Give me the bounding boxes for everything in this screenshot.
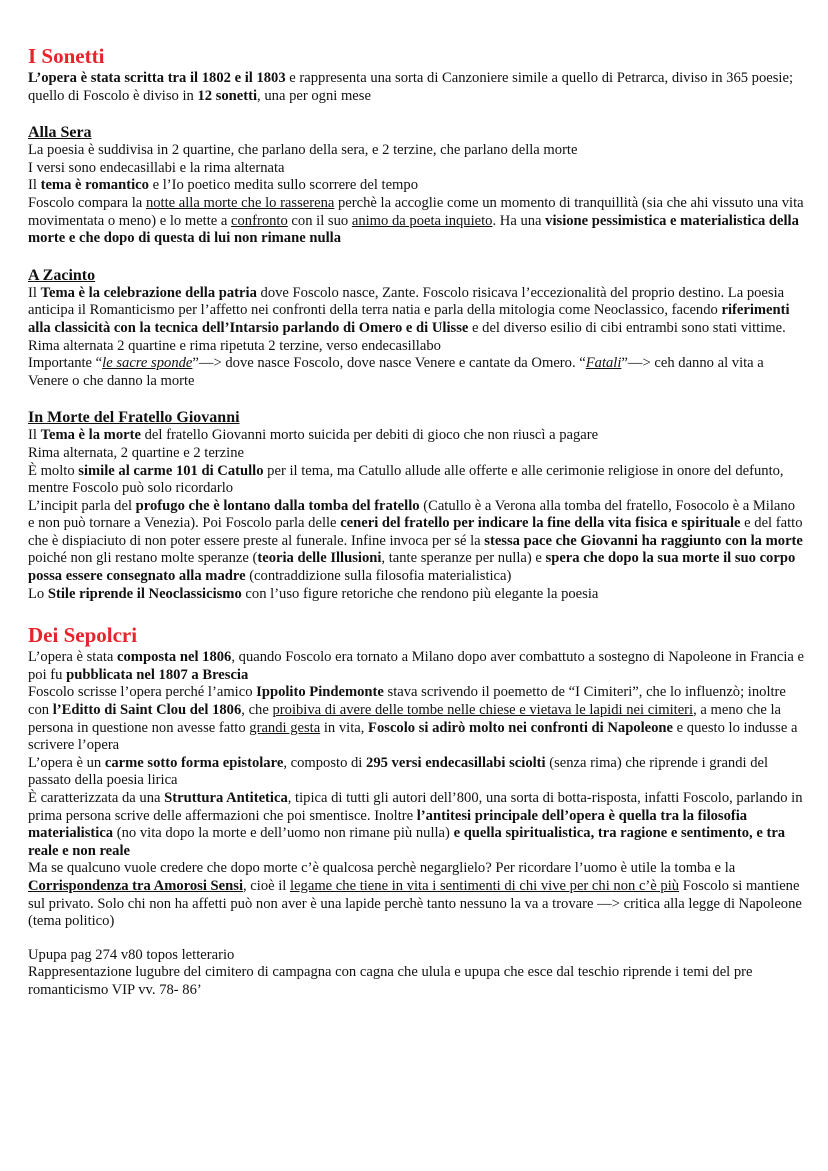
text-run: . Ha una	[492, 212, 546, 229]
text-run: È caratterizzata da una	[28, 790, 165, 806]
text-run: Foscolo si mantiene sul privato. Solo chi non ha affetti può non aver è una lapide perchè tanto nessuno la va a trovare —> critica alla legge di Napoleone (tema politico)	[28, 877, 802, 930]
text-run: , composto di	[283, 754, 367, 771]
section-a-zacinto	[28, 285, 804, 391]
text-run: Foscolo compara la	[28, 194, 146, 211]
heading-a-zacinto: A Zacinto	[28, 266, 96, 284]
underlined-text: le sacre sponde	[102, 355, 193, 372]
text-run: , cioè il	[243, 877, 291, 894]
emphasis-text: Corrispondenza tra Amorosi Sensi	[28, 877, 243, 894]
underlined-text: legame che tiene in vita i sentimenti di chi vive per chi non c’è più	[290, 877, 680, 894]
paragraph	[28, 142, 804, 160]
section-alla-sera	[28, 142, 804, 248]
emphasis-text: simile al carme 101 di Catullo	[78, 462, 264, 479]
text-run: L’opera è un	[28, 754, 105, 771]
text-run: in vita,	[320, 719, 369, 736]
emphasis-text: composta nel 1806	[117, 649, 232, 666]
text-run: e questo lo indusse a scrivere l’opera	[28, 719, 798, 754]
emphasis-text: l’Editto di Saint Clou del 1806	[52, 702, 242, 719]
text-run: , tipica di tutti gli autori dell’800, una sorta di botta-risposta, infatti Foscolo, parlando in prima persona scrive delle affermazioni che poi smentisce. Inoltre	[28, 790, 803, 824]
text-run: I versi sono endecasillabi e la rima alternata	[28, 159, 285, 176]
text-run: con l’uso figure retoriche che rendono più elegante la poesia	[241, 585, 599, 602]
text-run: , quando Foscolo era tornato a Milano dopo aver combattuto a sostegno di Napoleone in Francia e poi fu	[28, 649, 804, 683]
paragraph	[28, 964, 804, 999]
emphasis-text: Struttura Antitetica	[164, 790, 288, 806]
emphasis-text: teoria delle Illusioni	[257, 550, 382, 567]
emphasis-text: riferimenti alla classicità con la tecnica dell’Intarsio parlando di Omero e di Ulisse	[28, 302, 790, 336]
emphasis-text: Foscolo si adirò molto nei confronti di Napoleone	[368, 719, 674, 736]
paragraph	[28, 755, 804, 790]
text-run: È molto	[28, 462, 79, 479]
heading-fratello-giovanni: In Morte del Fratello Giovanni	[28, 409, 240, 427]
paragraph	[28, 177, 804, 195]
paragraph	[28, 355, 804, 390]
text-run: stava scrivendo il poemetto de “I Cimiteri”, che lo influenzò; inoltre con	[28, 684, 786, 719]
emphasis-text: ceneri del fratello per indicare la fine della vita fisica e spirituale	[340, 515, 741, 532]
emphasis-text: stessa pace che Giovanni ha raggiunto con la morte	[484, 532, 803, 549]
paragraph	[28, 463, 804, 498]
spacer	[28, 931, 804, 947]
emphasis-text: tema è romantico	[40, 177, 149, 194]
text-run: Upupa pag 274 v80 topos letterario	[28, 946, 235, 963]
text-run: Lo	[28, 585, 48, 602]
text-run: L’opera è stata	[28, 649, 118, 666]
text-run: perchè la accoglie come un momento di tranquillità (sia che ahi vissuto una vita movimentata o meno) e lo mette a	[28, 194, 804, 229]
underlined-text: proibiva di avere delle tombe nelle chiese e vietava le lapidi nei cimiteri	[272, 702, 694, 719]
text-run: (Catullo è a Verona alla tomba del fratello, Fosocolo è a Milano e non può tornare a Venezia). Poi Foscolo parla delle	[28, 497, 795, 532]
heading-alla-sera: Alla Sera	[28, 124, 92, 142]
text-run: Rima alternata, 2 quartine e 2 terzine	[28, 444, 244, 461]
emphasis-text: 295 versi endecasillabi sciolti	[366, 754, 546, 771]
emphasis-text: L’opera è stata scritta tra il 1802 e il 1803	[28, 70, 286, 86]
text-run: Rappresentazione lugubre del cimitero di campagna con cagna che ulula e upupa che esce dal teschio riprende i temi del pre romanticismo VIP vv. 78- 86’	[28, 964, 753, 998]
text-run: Il	[28, 427, 41, 444]
paragraph	[28, 338, 804, 356]
heading-dei-sepolcri: Dei Sepolcri	[28, 623, 138, 648]
emphasis-text: visione pessimistica e materialistica della morte e che dopo di questa di lui non rimane nulla	[28, 212, 799, 247]
paragraph	[28, 860, 804, 930]
paragraph	[28, 586, 804, 604]
paragraph	[28, 498, 804, 586]
text-run: e del fatto che è dispiaciuto di non poter essere preste al funerale. Infine invoca per sé la	[28, 515, 803, 549]
underlined-text: Fatali	[585, 355, 622, 372]
underlined-text: notte alla morte che lo rasserena	[145, 194, 335, 211]
section-fratello-giovanni	[28, 427, 804, 603]
text-run: (contraddizione sulla filosofia materialistica)	[245, 568, 512, 585]
text-run: , che	[241, 702, 273, 719]
text-run: con il suo	[287, 212, 352, 229]
paragraph	[28, 649, 804, 684]
text-run: poiché non gli restano molte speranze (	[28, 550, 258, 567]
text-run: Foscolo scrisse l’opera perché l’amico	[28, 684, 257, 701]
section-notes	[28, 947, 804, 1000]
emphasis-text: 12 sonetti	[197, 87, 258, 104]
emphasis-text: Ippolito Pindemonte	[256, 684, 384, 701]
text-run: , una per ogni mese	[257, 87, 371, 104]
text-run: Il	[28, 177, 41, 194]
emphasis-text: carme sotto forma epistolare	[104, 754, 284, 771]
emphasis-text: Tema è la morte	[40, 427, 141, 444]
text-run: L’incipit parla del	[28, 497, 136, 514]
text-run: Importante “	[28, 355, 103, 372]
text-run: e rappresenta una sorta di Canzoniere simile a quello di Petrarca, diviso in 365 poesie; quello di Foscolo è diviso in	[28, 70, 794, 104]
paragraph	[28, 445, 804, 463]
underlined-text: grandi gesta	[249, 719, 321, 736]
paragraph	[28, 195, 804, 248]
paragraph	[28, 947, 804, 965]
text-run: La poesia è suddivisa in 2 quartine, che parlano della sera, e 2 terzine, che parlano della morte	[28, 142, 578, 159]
text-run: , a meno che la persona in questione non avesse fatto	[28, 702, 782, 736]
paragraph-sonetti-intro	[28, 70, 804, 105]
paragraph	[28, 684, 804, 754]
text-run: (senza rima) che riprende i grandi del passato della poesia lirica	[28, 754, 769, 789]
underlined-text: confronto	[231, 212, 288, 229]
emphasis-text: profugo che è lontano dalla tomba del fratello	[135, 497, 420, 514]
text-run: per il tema, ma Catullo allude alle offerte e alle cerimonie religiose in onore del defunto, mentre Foscolo può solo ricordarlo	[28, 462, 784, 497]
text-run: e l’Io poetico medita sullo scorrere del tempo	[148, 177, 419, 194]
emphasis-text: l’antitesi principale dell’opera è quella tra la filosofia materialistica	[28, 807, 748, 842]
text-run: Il	[28, 284, 41, 301]
text-run: dove Foscolo nasce, Zante. Foscolo risicava l’eccezionalità del proprio destino. La poesia anticipa il Romanticismo per l’affetto nei confronti della terra natia e parla della mitologia come Neoclassico, facendo	[28, 284, 785, 319]
text-run: e del diverso esilio di cibi entrambi sono stati vittime.	[468, 319, 786, 336]
text-run: (no vita dopo la morte e dell’uomo non rimane più nulla)	[113, 825, 454, 842]
paragraph	[28, 285, 804, 338]
text-run: ”—> dove nasce Foscolo, dove nasce Venere e cantate da Omero. “	[192, 355, 586, 372]
underlined-text: animo da poeta inquieto	[351, 212, 493, 229]
emphasis-text: pubblicata nel 1807 a Brescia	[66, 666, 249, 683]
text-run: del fratello Giovanni morto suicida per debiti di gioco che non riuscì a pagare	[140, 427, 599, 444]
heading-sonetti: I Sonetti	[28, 44, 105, 68]
emphasis-text: Stile riprende il Neoclassicismo	[47, 585, 242, 602]
text-run: ”—> ceh danno al vita a Venere o che danno la morte	[28, 355, 764, 389]
emphasis-text: Tema è la celebrazione della patria	[40, 284, 257, 301]
paragraph	[28, 160, 804, 178]
emphasis-text: spera che dopo la sua morte il suo corpo possa essere consegnato alla madre	[28, 550, 796, 585]
text-run: Ma se qualcuno vuole credere che dopo morte c’è qualcosa perchè negarglielo? Per ricordare l’uomo è utile la tomba e la	[28, 860, 736, 877]
text-run: , tante speranze per nulla) e	[381, 550, 546, 567]
section-dei-sepolcri	[28, 649, 804, 931]
document-page	[28, 44, 804, 1000]
paragraph	[28, 790, 804, 860]
paragraph	[28, 427, 804, 445]
text-run: Rima alternata 2 quartine e rima ripetuta 2 terzine, verso endecasillabo	[28, 337, 441, 354]
emphasis-text: e quella spiritualistica, tra ragione e sentimento, e tra reale e non reale	[28, 825, 786, 859]
